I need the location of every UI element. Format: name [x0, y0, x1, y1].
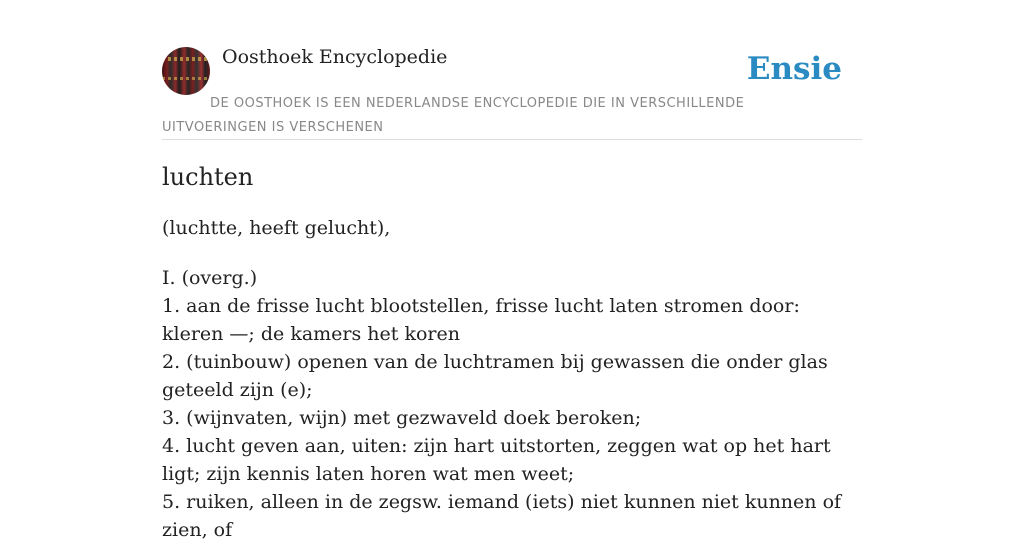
definition-line: 1. aan de frisse lucht blootstellen, frisse lucht laten stromen door: kleren —; de kamers het koren [162, 295, 800, 345]
definition-line: I. (overg.) [162, 267, 258, 289]
site-logo-avatar[interactable] [162, 47, 210, 95]
site-title[interactable]: Oosthoek Encyclopedie [222, 46, 448, 68]
definition-line: 4. lucht geven aan, uiten: zijn hart uitstorten, zeggen wat op het hart ligt; zijn kennis laten horen wat men weet; [162, 435, 831, 485]
entry-forms: (luchtte, heeft gelucht), [162, 217, 391, 239]
definition-line: 3. (wijnvaten, wijn) met gezwaveld doek beroken; [162, 407, 642, 429]
entry-definition [162, 264, 862, 544]
entry-title: luchten [162, 163, 254, 191]
site-tagline: DE OOSTHOEK IS EEN NEDERLANDSE ENCYCLOPEDIE DIE IN VERSCHILLENDE UITVOERINGEN IS VERSCHENEN [162, 96, 745, 135]
header-divider [162, 139, 862, 140]
definition-line: 2. (tuinbouw) openen van de luchtramen bij gewassen die onder glas geteeld zijn (e); [162, 351, 828, 401]
definition-line: 5. ruiken, alleen in de zegsw. iemand (iets) niet kunnen niet kunnen of zien, of [162, 491, 842, 541]
ensie-brand-link[interactable]: Ensie [746, 51, 842, 87]
site-header [162, 40, 862, 140]
